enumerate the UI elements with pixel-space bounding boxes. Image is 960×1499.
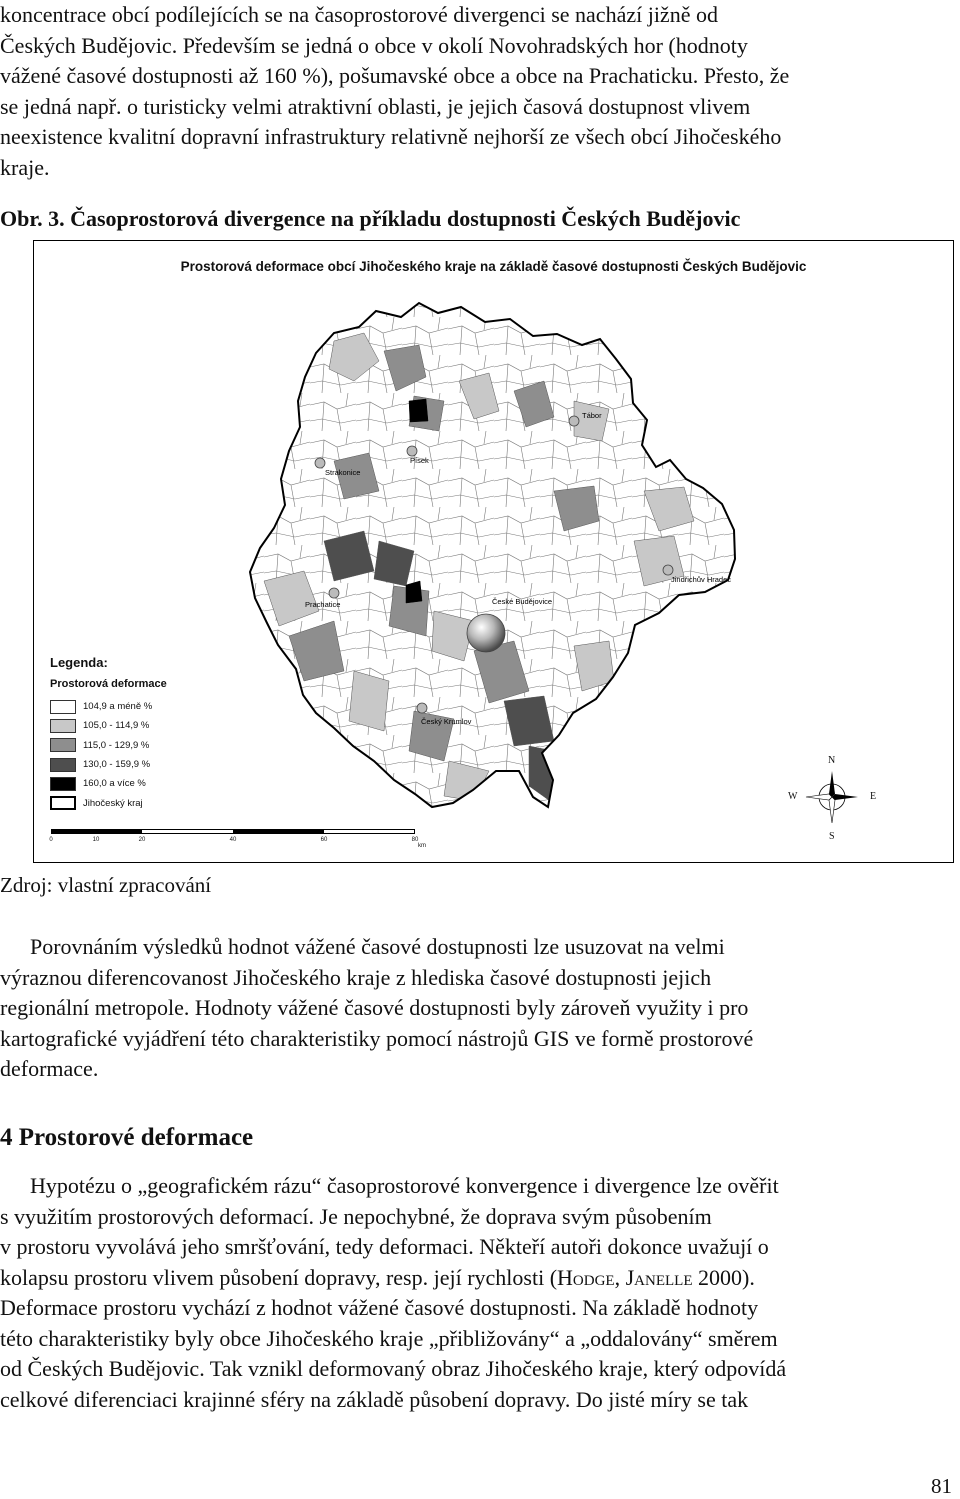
text-line: kraje. [0, 154, 50, 180]
text-line: Hypotézu o „geografickém rázu“ časoprostorové konvergence i divergence lze ověřit [30, 1173, 779, 1198]
text-line: kartografické vyjádření této charakteristiky pomocí nástrojů GIS ve formě prostorové [0, 1025, 754, 1051]
compass-n: N [828, 755, 836, 766]
legend-subtitle: Prostorová deformace [50, 678, 167, 690]
town-marker [329, 588, 339, 598]
map-title: Prostorová deformace obcí Jihočeského kraje na základě časové dostupnosti Českých Budějovic [180, 259, 807, 274]
text-line: Porovnáním výsledků hodnot vážené časové dostupnosti lze usuzovat na velmi [30, 934, 725, 959]
scale-tick: 0 [49, 837, 53, 843]
section-paragraph [0, 1171, 960, 1415]
compass-rose-icon [788, 755, 877, 842]
town-label: Český Krumlov [421, 717, 472, 726]
compass-s: S [829, 831, 835, 842]
legend-item: 130,0 - 159,9 % [50, 755, 220, 774]
text-line: vážené časové dostupnosti až 160 %), pošumavské obce a obce na Prachaticku. Přesto, že [0, 63, 790, 88]
scale-tick: 60 [320, 837, 328, 843]
text-line: od Českých Budějovic. Tak vznikl deformovaný obraz Jihočeského kraje, který odpovídá [0, 1356, 787, 1381]
scale-unit: km [418, 843, 426, 849]
town-label: Písek [410, 456, 429, 465]
map-figure [33, 240, 954, 863]
town-marker [663, 565, 673, 575]
legend-swatch [50, 777, 76, 791]
figure-source: Zdroj: vlastní zpracování [0, 873, 212, 897]
compass-w: W [788, 791, 798, 802]
scale-tick: 40 [229, 837, 237, 843]
town-marker [569, 416, 579, 426]
legend-swatch [50, 758, 76, 772]
map-legend [50, 655, 220, 813]
citation-author: Hodge [557, 1264, 615, 1290]
body-paragraph [0, 932, 960, 1085]
text-line: Českých Budějovic. Především se jedná o obce v okolí Novohradských hor (hodnoty [0, 32, 748, 58]
legend-swatch [50, 738, 76, 752]
legend-item: 105,0 - 114,9 % [50, 716, 220, 735]
section-heading: 4 Prostorové deformace [0, 1124, 254, 1151]
text-line: s využitím prostorových deformací. Je nepochybné, že doprava svým působením [0, 1203, 712, 1229]
text-line: celkové diferenciaci krajinné sféry na základě působení dopravy. Do jisté míry se tak [0, 1386, 749, 1412]
text-line: kolapsu prostoru vlivem působení dopravy, resp. její rychlosti (Hodge, Janelle 2000). [0, 1264, 755, 1290]
text-line: výraznou diferencovanost Jihočeského kraje z hlediska časové dostupnosti jejich [0, 964, 712, 990]
scale-tick: 20 [138, 837, 146, 843]
text-line: neexistence kvalitní dopravní infrastruktury relativně nejhorší ze všech obcí Jihočeského [0, 124, 782, 149]
text-line: této charakteristiky byly obce Jihočeského kraje „přibližovány“ a „oddalovány“ směrem [0, 1325, 778, 1351]
text-line: se jedná např. o turisticky velmi atraktivní oblasti, je jejich časová dostupnost vlivem [0, 93, 751, 119]
town-marker [315, 458, 325, 468]
town-label: Jindřichův Hradec [671, 575, 732, 584]
figure-caption: Obr. 3. Časoprostorová divergence na příkladu dostupnosti Českých Budějovic [0, 206, 741, 231]
town-marker-ceske-budejovice [467, 614, 505, 652]
legend-swatch [50, 700, 76, 714]
page-number: 81 [931, 1474, 952, 1498]
legend-item: 104,9 a méně % [50, 697, 220, 716]
legend-swatch [50, 719, 76, 733]
text-line: koncentrace obcí podílejících se na časoprostorové divergenci se nachází jižně od [0, 2, 718, 27]
town-label: Tábor [582, 411, 602, 420]
legend-item: 160,0 a více % [50, 774, 220, 793]
scale-bar [49, 829, 426, 855]
scale-tick: 10 [92, 837, 100, 843]
scale-tick: 80 [411, 837, 419, 843]
town-marker [407, 446, 417, 456]
legend-item: 115,0 - 129,9 % [50, 736, 220, 755]
text-line: Deformace prostoru vychází z hodnot vážené časové dostupnosti. Na základě hodnoty [0, 1295, 759, 1320]
legend-item: Jihočeský kraj [50, 793, 220, 812]
text-line: regionální metropole. Hodnoty vážené časové dostupnosti byly zároveň využity i pro [0, 995, 749, 1020]
town-label: Strakonice [325, 468, 361, 477]
text-line: v prostoru vyvolává jeho smršťování, tedy deformaci. Někteří autoři dokonce uvažují o [0, 1234, 769, 1259]
text-line: deformace. [0, 1056, 99, 1081]
town-label: České Budějovice [492, 597, 553, 606]
citation-author: Janelle [625, 1264, 693, 1290]
intro-paragraph [0, 0, 960, 183]
legend-swatch [50, 796, 76, 810]
town-label: Prachatice [305, 600, 341, 609]
compass-e: E [870, 791, 877, 802]
town-marker [417, 703, 427, 713]
legend-title: Legenda: [50, 655, 108, 670]
